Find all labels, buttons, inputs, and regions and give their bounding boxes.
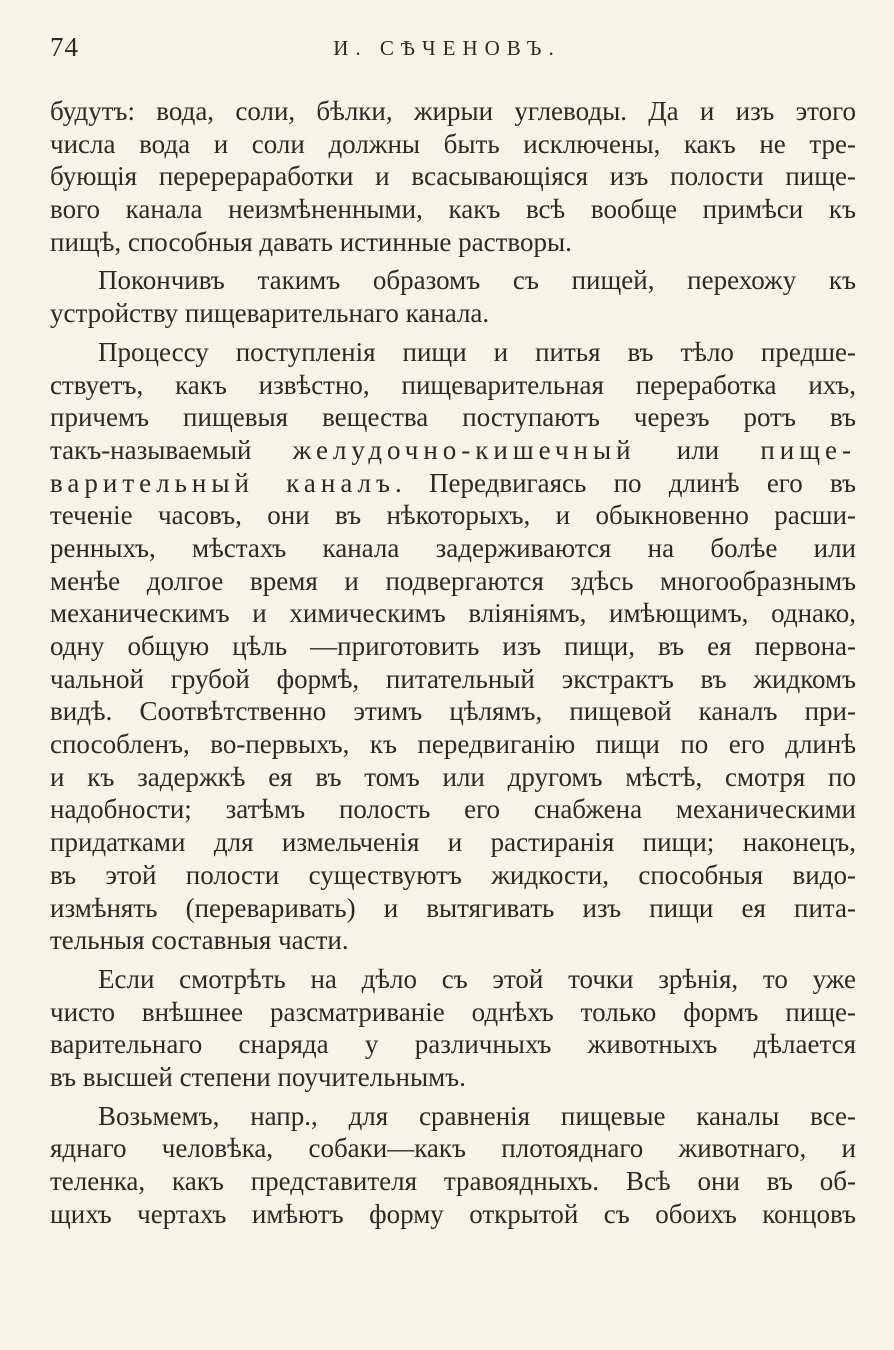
text-line: яднаго человѣка, собаки—какъ плотояднаго животнаго, и [50, 1133, 856, 1164]
page-number: 74 [50, 32, 79, 62]
spaced-term: варительный каналъ [50, 467, 395, 498]
running-title: И. СѢЧЕНОВЪ. [333, 36, 561, 60]
text-line: въ этой полости существуютъ жидкости, способныя видо- [50, 859, 856, 890]
text-line: ренныхъ, мѣстахъ канала задерживаются на болѣе или [50, 532, 856, 563]
text-line: Процессу поступленія пищи и питья въ тѣло предше- [98, 336, 856, 367]
text-line: пищѣ, способныя давать истинные растворы. [50, 226, 572, 257]
text-line: теленка, какъ представителя травоядныхъ. Всѣ они въ об- [50, 1166, 856, 1196]
text-run: такъ-называемый [50, 434, 293, 465]
text-line: будутъ: вода, соли, бѣлки, жирыи углеводы. Да и изъ этого [50, 96, 856, 126]
body-text [50, 95, 856, 1230]
text-line: механическимъ и химическимъ вліяніямъ, имѣющимъ, однако, [50, 598, 856, 629]
text-line: вого канала неизмѣненными, какъ всѣ вообще примѣси къ [50, 194, 856, 225]
text-line: варительнаго снаряда у различныхъ животныхъ дѣлается [50, 1029, 856, 1060]
paragraph [50, 963, 856, 1094]
text-line: въ высшей степени поучительнымъ. [50, 1061, 466, 1092]
text-line [50, 434, 856, 467]
text-line: причемъ пищевыя вещества поступаютъ черезъ ротъ въ [50, 402, 856, 433]
text-line: числа вода и соли должны быть исключены, какъ не тре- [50, 128, 856, 159]
text-line: бующія перерераработки и всасывающіяся изъ полости пище- [50, 161, 856, 192]
text-line: тельныя составныя части. [50, 925, 349, 956]
text-line [50, 467, 856, 500]
text-line: щихъ чертахъ имѣютъ форму открытой съ обоихъ концовъ [50, 1198, 856, 1229]
paragraph [50, 264, 856, 329]
text-run: или [635, 434, 761, 465]
spaced-term: пище- [760, 434, 856, 465]
paragraph [50, 95, 856, 258]
text-line: Если смотрѣть на дѣло съ этой точки зрѣнія, то уже [98, 963, 856, 994]
text-line: измѣнять (переваривать) и вытягивать изъ пищи ея пита- [50, 892, 856, 923]
text-line: и къ задержкѣ ея въ томъ или другомъ мѣстѣ, смотря по [50, 761, 856, 792]
text-line: Покончивъ такимъ образомъ съ пищей, перехожу къ [98, 265, 856, 296]
text-line: надобности; затѣмъ полость его снабжена механическими [50, 794, 856, 825]
page-header [50, 32, 844, 66]
text-line: менѣе долгое время и подвергаются здѣсь многообразнымъ [50, 565, 856, 596]
paragraph [50, 336, 856, 957]
text-line: видѣ. Соотвѣтственно этимъ цѣлямъ, пищевой каналъ при- [50, 696, 856, 727]
paragraph [50, 1100, 856, 1231]
spaced-term: желудочно-кишечный [292, 434, 636, 465]
text-run: . Передвигаясь по длинѣ его въ [395, 467, 856, 498]
text-line: устройству пищеварительнаго канала. [50, 298, 490, 329]
text-line: ствуетъ, какъ извѣстно, пищеварительная переработка ихъ, [50, 369, 856, 400]
text-line: способленъ, во-первыхъ, къ передвиганію пищи по его длинѣ [50, 729, 856, 760]
text-line: чальной грубой формѣ, питательный экстрактъ въ жидкомъ [50, 663, 856, 694]
text-line: придатками для измельченія и растиранія пищи; наконецъ, [50, 827, 856, 858]
text-line: чисто внѣшнее разсматриваніе однѣхъ только формъ пище- [50, 996, 856, 1027]
text-line: Возьмемъ, напр., для сравненія пищевые каналы все- [98, 1100, 856, 1131]
text-line: одну общую цѣль —приготовить изъ пищи, въ ея первона- [50, 631, 856, 661]
text-line: теченіе часовъ, они въ нѣкоторыхъ, и обыкновенно расши- [50, 500, 856, 531]
